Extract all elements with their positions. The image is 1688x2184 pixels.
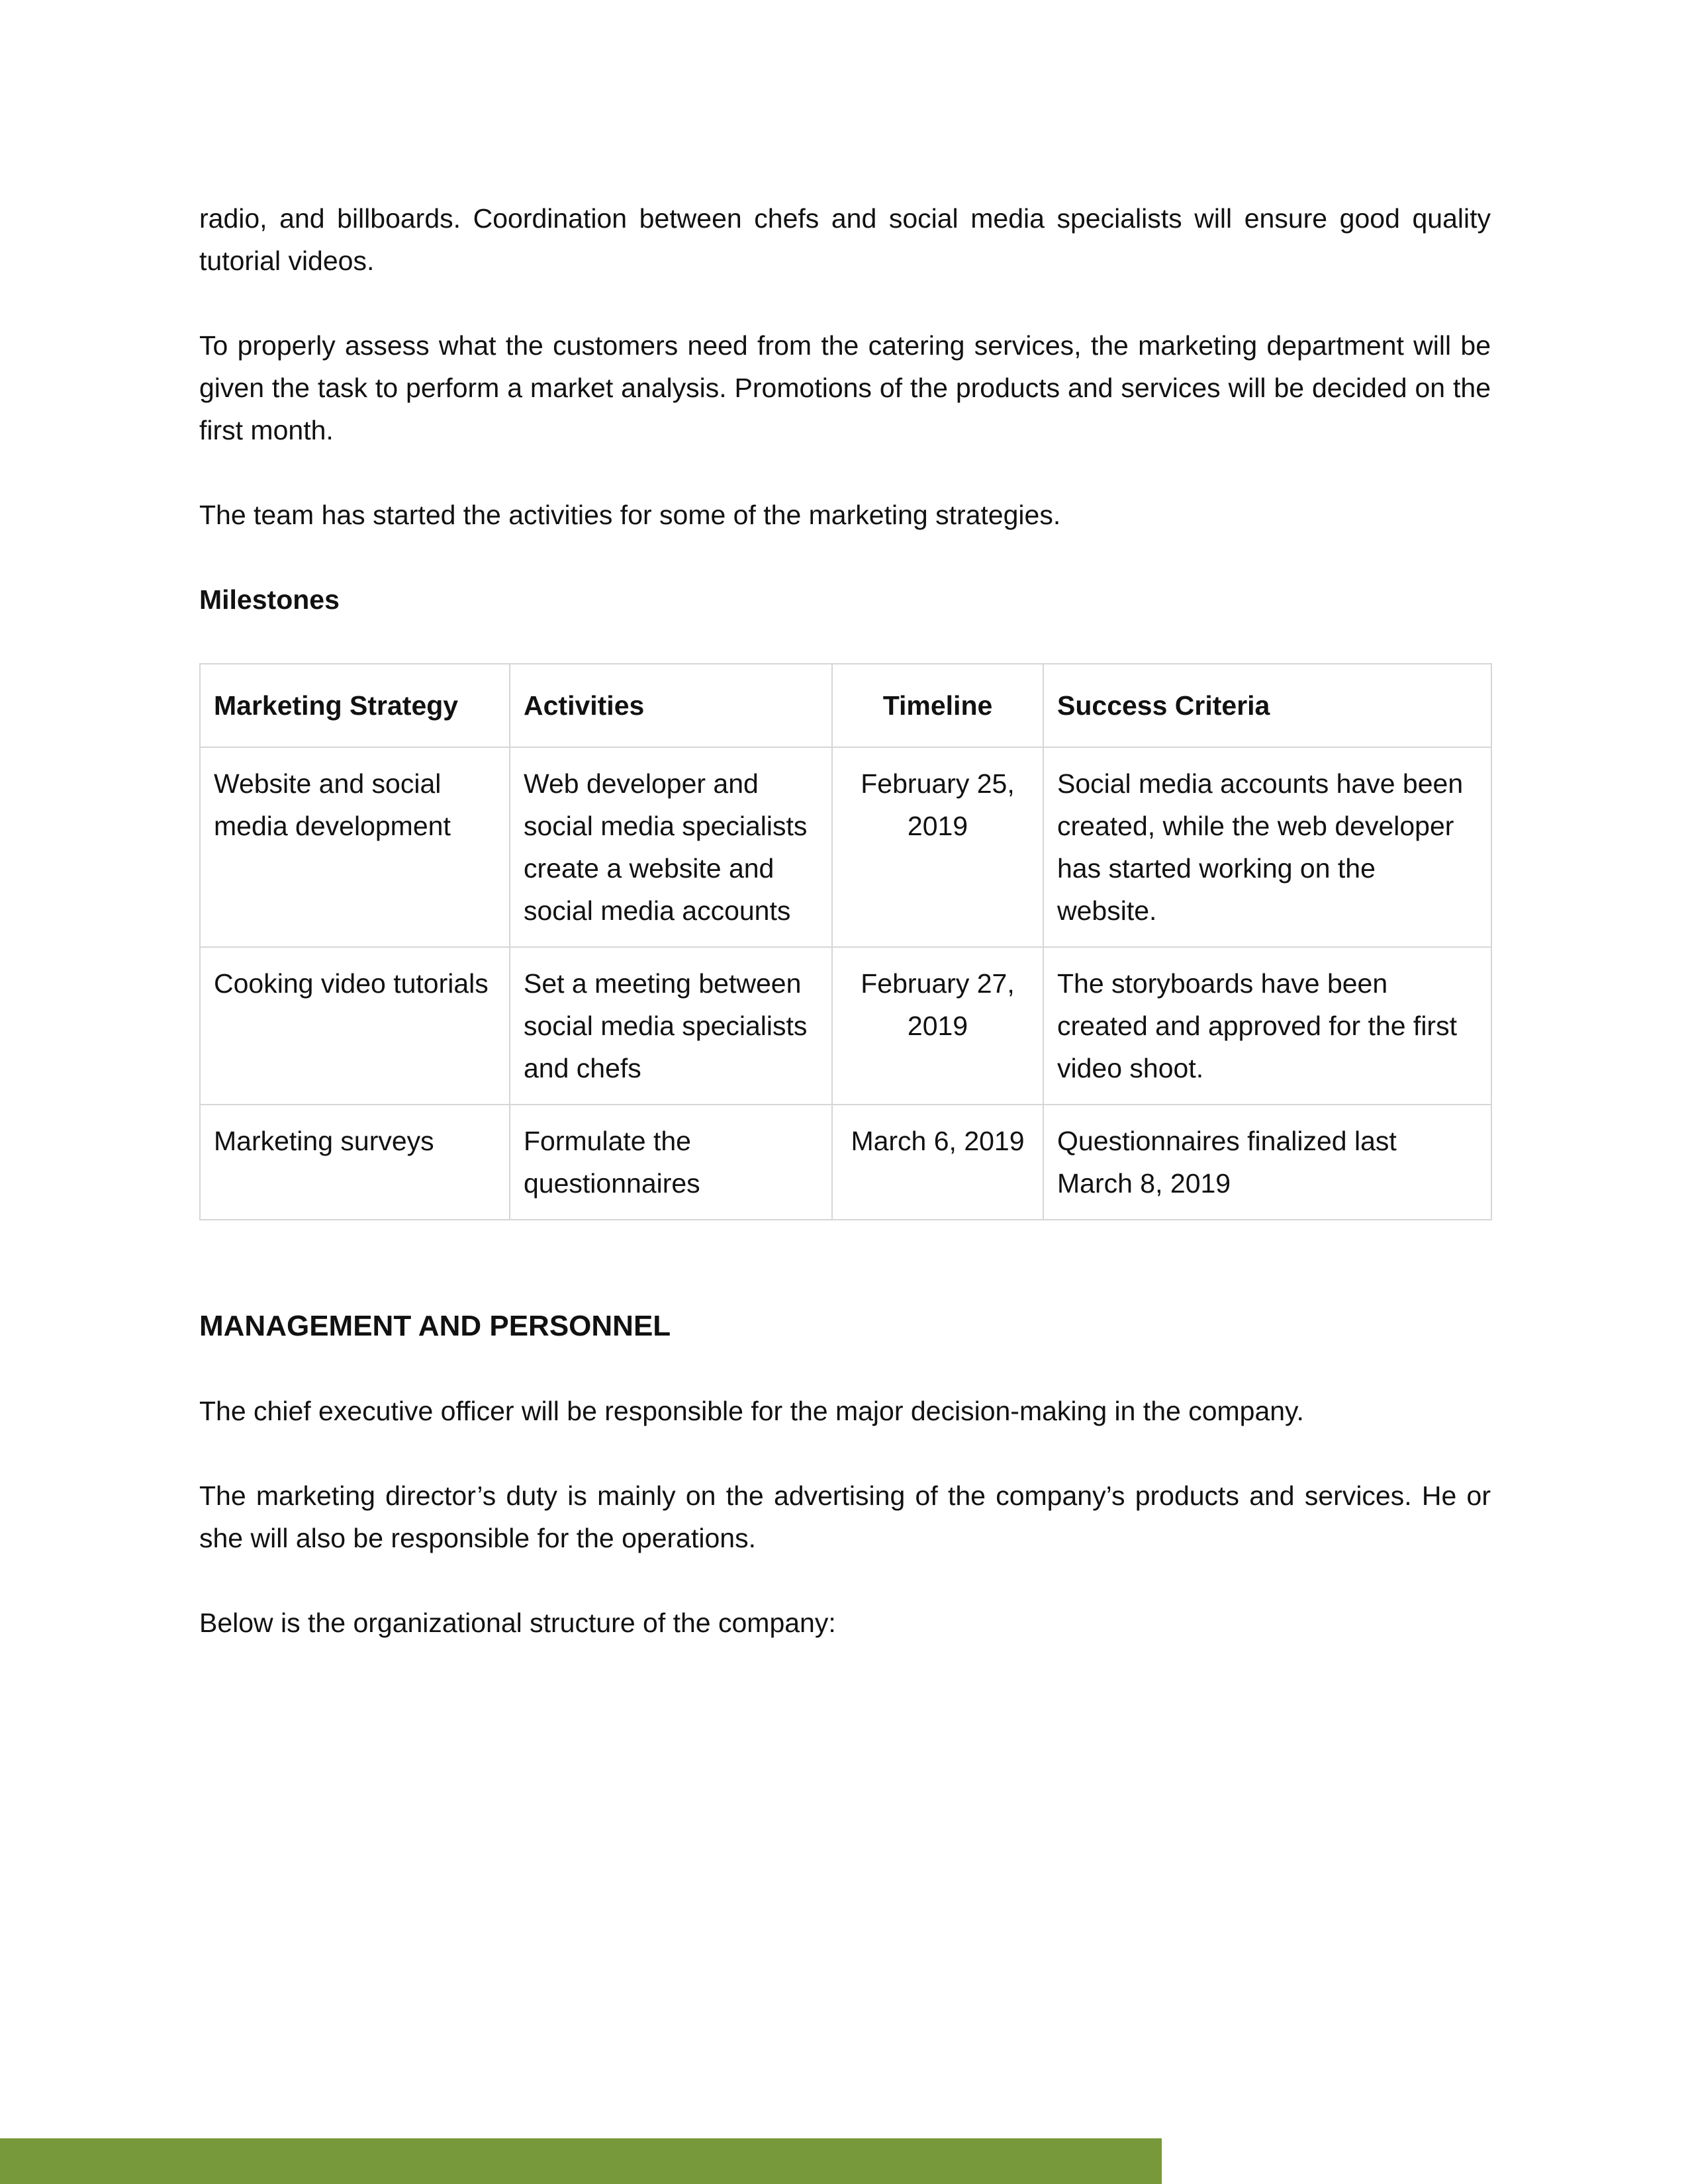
management-paragraph-3: Below is the organizational structure of the company: [199,1608,836,1638]
cell-strategy: Cooking video tutorials [200,947,510,1105]
cell-success-criteria: The storyboards have been created and approved for the first video shoot. [1043,947,1491,1105]
table-row [200,747,1491,947]
header-timeline: Timeline [832,664,1043,747]
intro-paragraph-3: The team has started the activities for some of the marketing strategies. [199,500,1061,530]
table-header-row [200,664,1491,747]
table-row [200,947,1491,1105]
management-paragraph-2: The marketing director’s duty is mainly on the advertising of the company’s products and services. He or she will also be responsible for the operations. [199,1480,1491,1553]
cell-timeline: March 6, 2019 [832,1105,1043,1220]
cell-timeline: February 27, 2019 [832,947,1043,1105]
cell-strategy: Website and social media development [200,747,510,947]
footer-accent-bar [0,2138,1162,2184]
management-heading: MANAGEMENT AND PERSONNEL [199,1310,671,1342]
milestones-table [199,663,1492,1220]
management-paragraph-1: The chief executive officer will be responsible for the major decision-making in the company. [199,1396,1304,1426]
intro-paragraph-1: radio, and billboards. Coordination between chefs and social media specialists will ensure good quality tutorial videos. [199,203,1491,276]
cell-success-criteria: Questionnaires finalized last March 8, 2019 [1043,1105,1491,1220]
table-row [200,1105,1491,1220]
cell-activities: Web developer and social media specialists create a website and social media accounts [510,747,832,947]
cell-timeline: February 25, 2019 [832,747,1043,947]
cell-activities: Set a meeting between social media specialists and chefs [510,947,832,1105]
header-success-criteria: Success Criteria [1043,664,1491,747]
intro-paragraph-2: To properly assess what the customers need from the catering services, the marketing department will be given the task to perform a market analysis. Promotions of the products and services will be decided on the first month. [199,330,1491,445]
cell-activities: Formulate the questionnaires [510,1105,832,1220]
cell-success-criteria: Social media accounts have been created, while the web developer has started working on the website. [1043,747,1491,947]
header-activities: Activities [510,664,832,747]
header-marketing-strategy: Marketing Strategy [200,664,510,747]
cell-strategy: Marketing surveys [200,1105,510,1220]
milestones-heading: Milestones [199,584,340,615]
page-content [199,197,1491,1686]
